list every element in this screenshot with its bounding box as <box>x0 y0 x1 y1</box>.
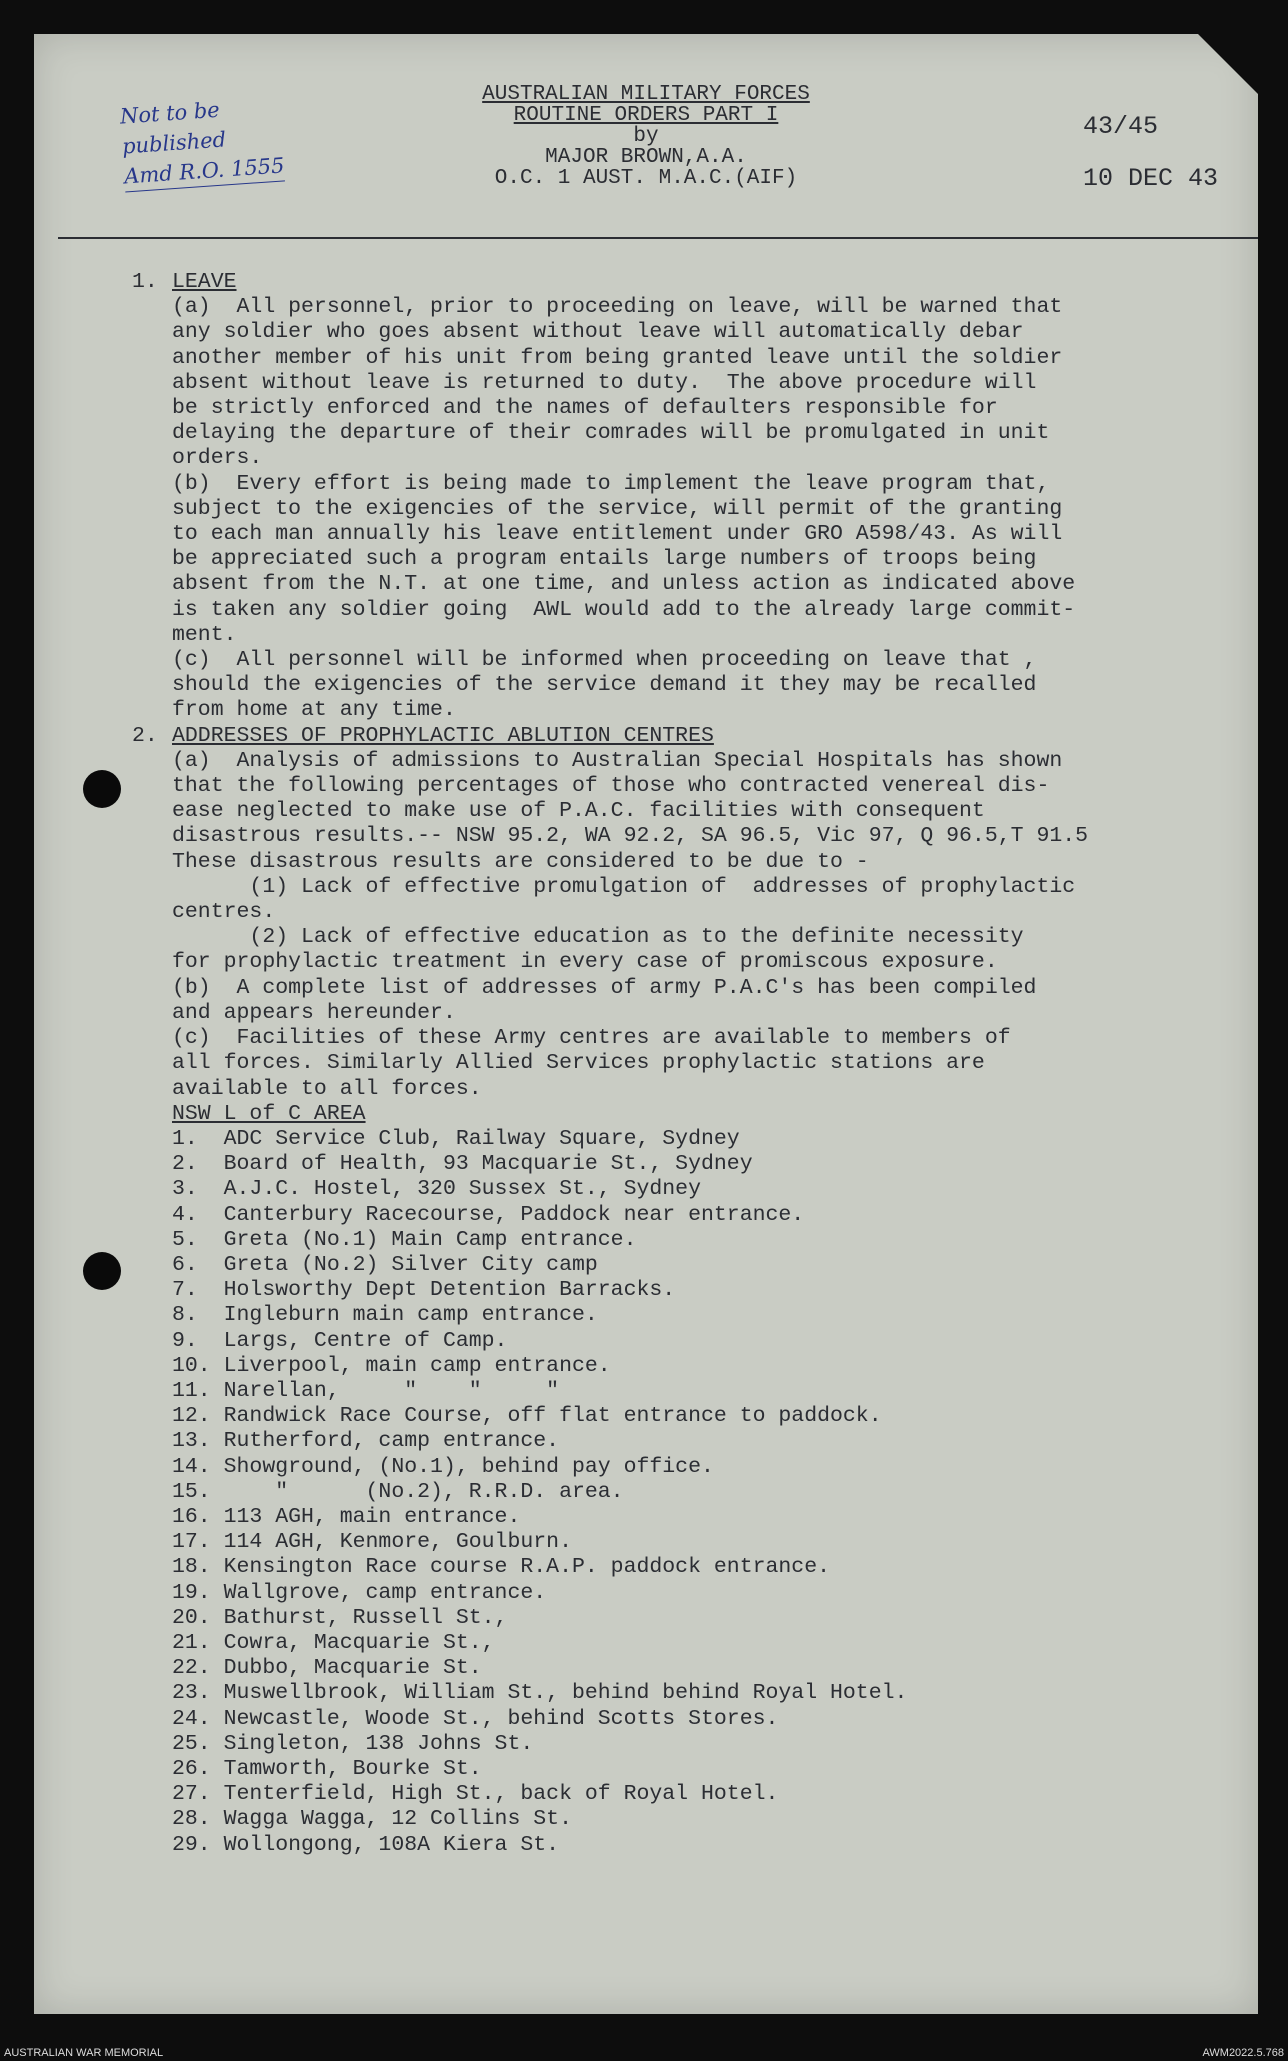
paragraph-line: absent from the N.T. at one time, and unless action as indicated above <box>172 572 1076 597</box>
header-line-3: by <box>633 125 659 148</box>
paragraph-line: (a) Analysis of admissions to Australian Special Hospitals has shown <box>172 748 1063 773</box>
header-line-2: ROUTINE ORDERS PART I <box>513 104 779 127</box>
address-item: 10. Liverpool, main camp entrance. <box>172 1353 611 1378</box>
address-item: 2. Board of Health, 93 Macquarie St., Sydney <box>172 1152 753 1177</box>
document-page <box>34 34 1258 2014</box>
paragraph-line: ease neglected to make use of P.A.C. facilities with consequent <box>172 799 985 824</box>
paragraph-line: for prophylactic treatment in every case of promiscous exposure. <box>172 950 998 975</box>
paragraph-line: (c) Facilities of these Army centres are available to members of <box>172 1026 1011 1051</box>
section-number: 2. <box>132 723 158 748</box>
address-item: 8. Ingleburn main camp entrance. <box>172 1303 598 1328</box>
paragraph-line: centres. <box>172 900 276 925</box>
section-title: ADDRESSES OF PROPHYLACTIC ABLUTION CENTRES <box>172 723 714 748</box>
address-item: 7. Holsworthy Dept Detention Barracks. <box>172 1278 676 1303</box>
address-item: 29. Wollongong, 108A Kiera St. <box>172 1832 560 1857</box>
address-item: 27. Tenterfield, High St., back of Royal Hotel. <box>172 1782 779 1807</box>
address-item: 16. 113 AGH, main entrance. <box>172 1504 521 1529</box>
footer-right: AWM2022.5.768 <box>1202 2047 1284 2059</box>
address-item: 4. Canterbury Racecourse, Paddock near entrance. <box>172 1202 805 1227</box>
punch-hole <box>83 1252 121 1290</box>
address-item: 15. " (No.2), R.R.D. area. <box>172 1479 624 1504</box>
paragraph-line: all forces. Similarly Allied Services prophylactic stations are <box>172 1051 985 1076</box>
address-item: 20. Bathurst, Russell St., <box>172 1605 508 1630</box>
address-item: 25. Singleton, 138 Johns St. <box>172 1731 534 1756</box>
paragraph-line: (1) Lack of effective promulgation of addresses of prophylactic <box>172 874 1076 899</box>
paragraph-line: and appears hereunder. <box>172 1000 456 1025</box>
address-item: 21. Cowra, Macquarie St., <box>172 1630 495 1655</box>
order-date: 10 DEC 43 <box>1082 164 1218 193</box>
paragraph-line: should the exigencies of the service demand it they may be recalled <box>172 673 1037 698</box>
paragraph-line: (b) Every effort is being made to implement the leave program that, <box>172 471 1050 496</box>
address-item: 28. Wagga Wagga, 12 Collins St. <box>172 1807 572 1832</box>
order-header <box>34 84 1258 189</box>
paragraph-line: to each man annually his leave entitlement under GRO A598/43. As will <box>172 522 1063 547</box>
handwritten-line-2: published <box>121 127 227 159</box>
paragraph-line: delaying the departure of their comrades will be promulgated in unit <box>172 421 1050 446</box>
order-body <box>132 270 1248 1858</box>
address-item: 18. Kensington Race course R.A.P. paddock entrance. <box>172 1555 831 1580</box>
header-line-1: AUSTRALIAN MILITARY FORCES <box>482 83 810 106</box>
address-item: 3. A.J.C. Hostel, 320 Sussex St., Sydney <box>172 1177 701 1202</box>
paragraph-line: another member of his unit from being granted leave until the soldier <box>172 345 1063 370</box>
area-subheading: NSW L of C AREA <box>172 1101 366 1126</box>
paragraph-line: (c) All personnel will be informed when proceeding on leave that , <box>172 648 1037 673</box>
address-item: 22. Dubbo, Macquarie St. <box>172 1656 482 1681</box>
paragraph-line: disastrous results.-- NSW 95.2, WA 92.2, SA 96.5, Vic 97, Q 96.5,T 91.5 <box>172 824 1089 849</box>
address-item: 6. Greta (No.2) Silver City camp <box>172 1252 598 1277</box>
address-item: 17. 114 AGH, Kenmore, Goulburn. <box>172 1530 572 1555</box>
paragraph-line: (2) Lack of effective education as to the definite necessity <box>172 925 1024 950</box>
header-line-5: O.C. 1 AUST. M.A.C.(AIF) <box>494 167 798 190</box>
paragraph-line: be strictly enforced and the names of defaulters responsible for <box>172 396 998 421</box>
paragraph-line: available to all forces. <box>172 1076 482 1101</box>
address-item: 9. Largs, Centre of Camp. <box>172 1328 508 1353</box>
address-item: 11. Narellan, " " " <box>172 1378 560 1403</box>
paragraph-line: ment. <box>172 622 237 647</box>
address-item: 1. ADC Service Club, Railway Square, Sydney <box>172 1126 740 1151</box>
address-item: 13. Rutherford, camp entrance. <box>172 1429 560 1454</box>
paragraph-line: any soldier who goes absent without leave will automatically debar <box>172 320 1024 345</box>
punch-hole <box>83 770 121 808</box>
handwritten-line-3: Amd R.O. 1555 <box>123 150 285 192</box>
paragraph-line: subject to the exigencies of the service, will permit of the granting <box>172 496 1063 521</box>
address-item: 24. Newcastle, Woode St., behind Scotts Stores. <box>172 1706 779 1731</box>
order-number: 43/45 <box>1082 112 1158 141</box>
address-item: 26. Tamworth, Bourke St. <box>172 1756 482 1781</box>
paragraph-line: (b) A complete list of addresses of army P.A.C's has been compiled <box>172 975 1037 1000</box>
paragraph-line: be appreciated such a program entails large numbers of troops being <box>172 547 1037 572</box>
footer-left: AUSTRALIAN WAR MEMORIAL <box>4 2047 164 2059</box>
section-number: 1. <box>132 270 158 294</box>
paragraph-line: absent without leave is returned to duty. The above procedure will <box>172 370 1037 395</box>
paragraph-line: is taken any soldier going AWL would add to the already large commit- <box>172 597 1076 622</box>
address-item: 19. Wallgrove, camp entrance. <box>172 1580 547 1605</box>
handwritten-line-1: Not to be <box>119 97 221 129</box>
address-item: 23. Muswellbrook, William St., behind behind Royal Hotel. <box>172 1681 908 1706</box>
section-heading <box>132 270 1248 295</box>
header-rule <box>58 237 1258 239</box>
paragraph-line: that the following percentages of those who contracted venereal dis- <box>172 774 1050 799</box>
paragraph-line: (a) All personnel, prior to proceeding on leave, will be warned that <box>172 295 1063 320</box>
address-item: 5. Greta (No.1) Main Camp entrance. <box>172 1227 637 1252</box>
address-item: 14. Showground, (No.1), behind pay office. <box>172 1454 714 1479</box>
address-item: 12. Randwick Race Course, off flat entrance to paddock. <box>172 1404 882 1429</box>
paragraph-line: orders. <box>172 446 263 471</box>
paragraph-line: from home at any time. <box>172 698 456 723</box>
section-heading <box>132 724 1248 749</box>
header-line-4: MAJOR BROWN,A.A. <box>545 146 747 169</box>
section-title: LEAVE <box>172 270 237 294</box>
paragraph-line: These disastrous results are considered to be due to - <box>172 849 869 874</box>
